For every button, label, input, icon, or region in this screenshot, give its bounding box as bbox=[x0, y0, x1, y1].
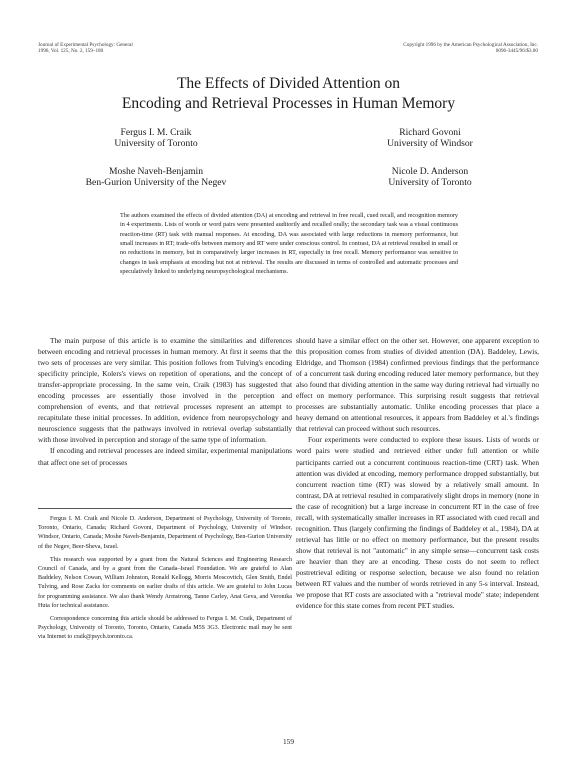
author-affiliation: University of Toronto bbox=[388, 177, 472, 189]
author-affiliation: University of Windsor bbox=[387, 138, 473, 150]
journal-header bbox=[38, 42, 133, 54]
journal-volume: 1996, Vol. 125, No. 2, 159–180 bbox=[38, 48, 104, 55]
right-column bbox=[296, 335, 539, 611]
body-paragraph: If encoding and retrieval processes are indeed similar, experimental manipulations that affect one set of processes bbox=[38, 446, 292, 467]
copyright-header bbox=[403, 42, 538, 54]
footnote-paragraph: This research was supported by a grant from the Natural Sciences and Engineering Research Council of Canada, and by a grant from the Canada–Israel Foundation. We are grateful to Alan Baddeley, Nelson Cowan, William Johnston, Ronald Kellogg, Morris Moscovitch, Glen Smith, Endel Tulving, and Rose Zacks for comments on earlier drafts of this article. We are grateful to John Lucas for programming assistance. We also thank Wendy Armstrong, Tanne Carley, Anat Geva, and Veronika Huta for technical assistance. bbox=[38, 556, 292, 609]
body-paragraph: Four experiments were conducted to explore these issues. Lists of words or word pairs were studied and retrieved either under full attention or while participants carried out a concurrent continuous reaction-time (CRT) task. When attention was divided at encoding, memory performance dropped substantially, but concurrent reaction time (RT) was slowed by a relatively small amount. In contrast, DA at retrieval resulted in comparatively slight drops in memory (none in the case of recognition) but a large increase in concurrent RT in the case of free recall, with systematically smaller increases in RT associated with cued recall and recognition. Thus (largely confirming the findings of Baddeley et al., 1984), DA at retrieval has little or no effect on memory performance, but the present results show that retrieval is not "automatic" in any simple sense—concurrent task costs are heavier than they are at encoding. These costs do not seem to reflect postretrieval editing or response selection, because we also found no relation between RT values and the number of words retrieved in any 5-s interval. Instead, we propose that RT costs are associated with a "retrieval mode" state; independent evidence for this state comes from recent PET studies. bbox=[296, 435, 539, 611]
author-block bbox=[40, 166, 272, 188]
article-title bbox=[0, 74, 577, 114]
left-column bbox=[38, 335, 292, 468]
author-note bbox=[38, 515, 292, 647]
footnote-paragraph: Fergus I. M. Craik and Nicole D. Anderson, Department of Psychology, University of Toronto, Toronto, Ontario, Canada; Richard Govoni, Department of Psychology, University of Windsor, Windsor, Ontario, Canada; Moshe Naveh-Benjamin, Department of Psychology, Ben-Gurion University of the Negev, Beer-Sheva, Israel. bbox=[38, 516, 292, 550]
author-affiliation: Ben-Gurion University of the Negev bbox=[85, 177, 227, 189]
author-block bbox=[330, 127, 530, 149]
page-number: 159 bbox=[283, 737, 294, 746]
footnote-rule bbox=[38, 508, 292, 509]
footnote-paragraph: Correspondence concerning this article should be addressed to Fergus I. M. Craik, Department of Psychology, University of Toronto, Toronto, Ontario, Canada M5S 3G3. Electronic mail may be sent via Internet to craik@psych.toronto.ca. bbox=[38, 616, 292, 641]
author-name: Fergus I. M. Craik bbox=[120, 127, 192, 138]
author-affiliation: University of Toronto bbox=[114, 138, 198, 150]
author-name: Richard Govoni bbox=[399, 127, 461, 138]
author-name: Nicole D. Anderson bbox=[391, 166, 469, 177]
body-paragraph: The main purpose of this article is to examine the similarities and differences between encoding and retrieval processes in human memory. At first it seems that the two sets of processes are very similar. This position follows from Tulving's encoding specificity principle, Kolers's views on repetition of operations, and the concept of transfer-appropriate processing. In the same vein, Craik (1983) has suggested that encoding processes are essentially those involved in the perception and comprehension of events, and that retrieval processes represent an attempt to recapitulate these initial processes. In addition, evidence from neuropsychology and neuroscience suggests that the pathways involved in retrieval overlap substantially with those involved in perception and storage of the same type of information. bbox=[38, 336, 292, 445]
abstract: The authors examined the effects of divided attention (DA) at encoding and retrieval in free recall, cued recall, and recognition memory in 4 experiments. Lists of words or word pairs were presented auditorily and recalled orally; the secondary task was a visual continuous reaction-time (RT) task with manual responses. At encoding, DA was associated with large reductions in memory performance, but small increases in RT; trade-offs between memory and RT were under conscious control. In contrast, DA at retrieval resulted in small or no reductions in memory, but in comparatively larger increases in RT, especially in free recall. Memory performance was sensitive to changes in task emphasis at encoding but not at retrieval. The results are discussed in terms of controlled and automatic processes and speculatively linked to underlying neuropsychological mechanisms. bbox=[120, 212, 458, 275]
title-line-2: Encoding and Retrieval Processes in Human Memory bbox=[121, 95, 456, 112]
author-block bbox=[330, 166, 530, 188]
title-line-1: The Effects of Divided Attention on bbox=[176, 75, 401, 92]
issn-code: 0096-3445/96/$3.00 bbox=[495, 48, 538, 55]
author-name: Moshe Naveh-Benjamin bbox=[108, 166, 204, 177]
body-paragraph: should have a similar effect on the other set. However, one apparent exception to this proposition comes from studies of divided attention (DA). Baddeley, Lewis, Eldridge, and Thomson (1984) confirmed previous findings that the performance of a concurrent task during encoding reduced later memory performance, but they also found that dividing attention in the same way during retrieval had virtually no effect on memory performance. This surprising result suggests that retrieval processes are substantially automatic. Unlike encoding processes that place a heavy demand on attentional resources, it appears from Baddeley et al.'s findings that retrieval can proceed without such resources. bbox=[296, 336, 539, 434]
author-block bbox=[66, 127, 246, 149]
copyright-notice: Copyright 1996 by the American Psychological Association, Inc. bbox=[403, 42, 538, 48]
journal-name: Journal of Experimental Psychology: General bbox=[38, 42, 133, 48]
